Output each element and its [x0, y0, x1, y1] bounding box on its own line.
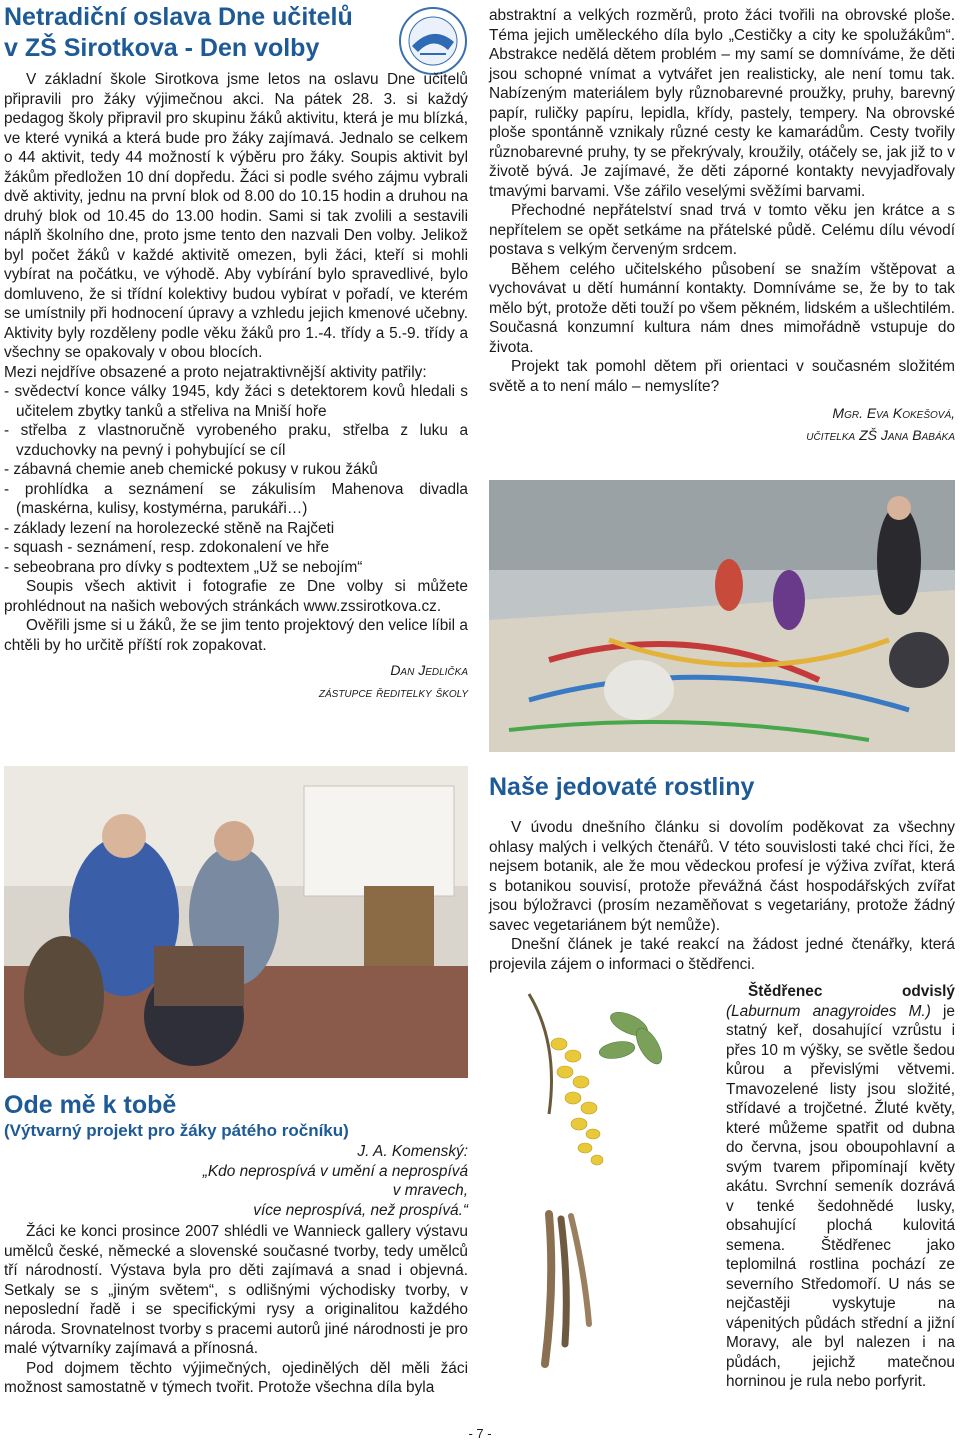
list-item: - zábavná chemie aneb chemické pokusy v rukou žáků — [4, 461, 378, 478]
list-item: - střelba z vlastnoručně vyrobeného praku, střelba z luku a vzduchovky na pevný i pohybující se cíl — [4, 422, 468, 459]
article2-signature — [489, 402, 955, 446]
signature-name: Mgr. Eva Kokešová, — [832, 405, 955, 421]
article1-signature — [4, 659, 468, 703]
article3-title: Naše jedovaté rostliny — [489, 773, 755, 801]
article2-paragraph: abstraktní a velkých rozměrů, proto žáci tvořili na obrovské ploše. Téma jejich uměleckého díla bylo „Cestičky a city ke spolužákům“. Abstrakce nedělá dětem problém – my samí se domníváme, že děti jsou schopné vnímat a vytvářet jen realisticky, ale není tomu tak. Nabízeným materiálem byly různobarevné proužky, pruhy, barevný papír, ruličky papíru, lepidla, křídy, pastely, tempery. Na obrovské ploše spontánně vznikaly různé cesty ke kamarádům. Cesty tvořily různobarevné pruhy, ty se překrývaly, kroužily, otáčely se, jak již to v životě bývá. Je zajímavé, že děti záporné kontakty nevyjadřovaly tmavými barvami. Vše zářilo veselými svěžími barvami. — [489, 7, 955, 200]
article2-paragraph: Během celého učitelského působení se snažím vštěpovat a vychovávat u dětí humánní kontakty. Domníváme se, že by to tak mělo být, protože děti touží po všem pěkném, lidském a ušlechtilém. Současná konzumní kultura nám dnes mimořádně vstupuje do života. — [489, 260, 955, 356]
article1-paragraph: V základní škole Sirotkova jsme letos na oslavu Dne učitelů připravili pro žáky výjimečnou akci. Na pátek 28. 3. si každý pedagog školy připravil pro skupinu žáků aktivitu, která je mu blízká, ve které vyniká a která bude pro žáky zajímavá. Jednalo se celkem o 44 aktivit, tedy 44 možností k výběru pro žáky. Soupis aktivit byl žákům předložen 10 dní dopředu. Žáci si podle svého zájmu vybrali dvě aktivity, jednu na první blok od 8.00 do 10.15 hodin a druhou na druhý blok od 10.45 do 13.00 hodin. Sami si tak zvolili a sestavili náplň školního dne, proto jsme tento den nazvali Den volby. Jelikož byl počet žáků v každé aktivitě omezen, byli žáci, kteří si mohli vybírat na počátku, ve výhodě. Aby vybírání bylo spravedlivé, bylo domluveno, že si třídní kolektivy budou vybírat v pořadí, ve kterém se umístnily při hodnocení úpravy a vzhledu jejich kmenové učebny. Aktivity byly rozděleny podle věku žáků pro 1.-4. třídy a 5.-9. třídy a všechny se opakovaly v obou blocích. — [4, 71, 468, 361]
art-project-photo — [489, 480, 955, 752]
plant-description — [726, 982, 955, 1392]
article2-header — [4, 1090, 468, 1142]
article2-paragraph: Žáci ke konci prosince 2007 shlédli ve Wannieck gallery výstavu umělců české, německé a slovenské současné tvorby, tedy umělců tří národností. Výstava byla pro děti zajímavá a snad i objevná. Setkaly se s „jiným světem“, s odlišnými východisky tvorby, v neposlední řadě i se specifickými rysy a originalitou každého národa. Srovnatelnost tvorby s pracemi autorů jiné národnosti je pro malé výtvarníky zajímavá a přínosná. — [4, 1223, 468, 1357]
article1-body — [4, 70, 468, 703]
article3-paragraph: Dnešní článek je také reakcí na žádost jedné čtenářky, která projevila zájem o informaci o štědřenci. — [489, 936, 955, 973]
activity-list — [4, 382, 468, 577]
plant-text: je statný keř, dosahující vzrůstu i přes 10 m výšky, se světle šedou kůrou a převislými větvemi. Tmavozelené listy jsou složité, střídavé a trojčetné. Žluté květy, které můžeme spatřit od dubna do června, jsou oboupohlavní a svým tvarem připomínají květy akátu. Svrchní semeník dozrává v tenké šedohnědé lusky, obsahující plochá kulovitá semena. Štědřenec jako teplomilná rostlina pochází ze severního Středomoří. U nás se nejčastěji vyskytuje na vápenitých půdách střední a jižní Moravy, ale byl nalezen i na půdách, jejichž matečnou horninou je rula nebo porfyrit. — [726, 1002, 955, 1390]
signature-role: učitelka ZŠ Jana Babáka — [806, 427, 955, 443]
article2-continued — [489, 6, 955, 446]
article1-closing: Ověřili jsme si u žáků, že se jim tento projektový den velice líbil a chtěli by ho určitě příští rok zopakovat. — [4, 617, 468, 654]
quote-line: „Kdo neprospívá v umění a neprospívá v mravech, — [202, 1162, 468, 1199]
article3-paragraph: V úvodu dnešního článku si dovolím poděkovat za všechny ohlasy malých i velkých čtenářů. V této souvislosti také chci říci, že nejsem botanik, ale že mou vědeckou profesí je výživa zvířat, která s botanikou souvisí, protože převážná část hospodářských zvířat jsou býložravci (prosím nezaměňovat s vegetariány, protože žádný savec vegetariánem být nemůže). — [489, 819, 955, 934]
page-number: - 7 - — [468, 1426, 492, 1441]
article2-paragraph: Pod dojmem těchto výjimečných, ojedinělých děl měli žáci možnost samostatně v týmech tvořit. Protože všechna díla byla — [4, 1359, 468, 1396]
laburnum-illustration — [489, 984, 721, 1404]
quote-block — [200, 1142, 468, 1220]
article2-title: Ode mě k tobě — [4, 1091, 177, 1119]
article2-subtitle: (Výtvarný projekt pro žáky pátého ročníku) — [4, 1121, 349, 1140]
article1-paragraph: Mezi nejdříve obsazené a proto nejatraktivnější aktivity patřily: — [4, 363, 427, 381]
article1-closing: Soupis všech aktivit i fotografie ze Dne volby si můžete prohlédnout na našich webových stránkách www.zssirotkova.cz. — [4, 578, 468, 615]
plant-name: Štědřenec odvislý — [748, 983, 955, 1000]
article3-header — [489, 772, 955, 802]
article1-title — [4, 2, 384, 64]
school-logo — [398, 6, 468, 76]
article2-paragraph: Projekt tak pomohl dětem při orientaci v současném složitém světě a to není málo – nemyslíte? — [489, 358, 955, 395]
signature-role: zástupce ředitelky školy — [318, 684, 468, 700]
title-line-2: v ZŠ Sirotkova - Den volby — [4, 34, 320, 62]
list-item: - sebeobrana pro dívky s podtextem „Už se nebojím“ — [4, 558, 363, 576]
classroom-photo — [4, 766, 468, 1078]
article3-body — [489, 818, 955, 974]
quote-line: více neprospívá, než prospívá.“ — [253, 1201, 468, 1219]
list-item: - squash - seznámení, resp. zdokonalení ve hře — [4, 539, 330, 556]
plant-latin: (Laburnum anagyroides M.) — [726, 1002, 931, 1020]
article2-body — [4, 1222, 468, 1398]
list-item: - základy lezení na horolezecké stěně na Rajčeti — [4, 519, 335, 537]
quote-author: J. A. Komenský: — [357, 1143, 468, 1160]
signature-name: Dan Jedlička — [390, 662, 468, 678]
list-item: - svědectví konce války 1945, kdy žáci s detektorem kovů hledali s učitelem zbytky tanků a střeliva na Mniší hoře — [4, 383, 468, 420]
title-line-1: Netradiční oslava Dne učitelů — [4, 3, 353, 31]
list-item: - prohlídka a seznámení se zákulisím Mahenova divadla (maskérna, kulisy, kostymérna, parukáři…) — [4, 480, 468, 517]
article2-paragraph: Přechodné nepřátelství snad trvá v tomto věku jen krátce a s nepřítelem se opět setkáme na přátelské půdě. Celému dílu vévodí postava s velkým červeným srdcem. — [489, 202, 955, 258]
